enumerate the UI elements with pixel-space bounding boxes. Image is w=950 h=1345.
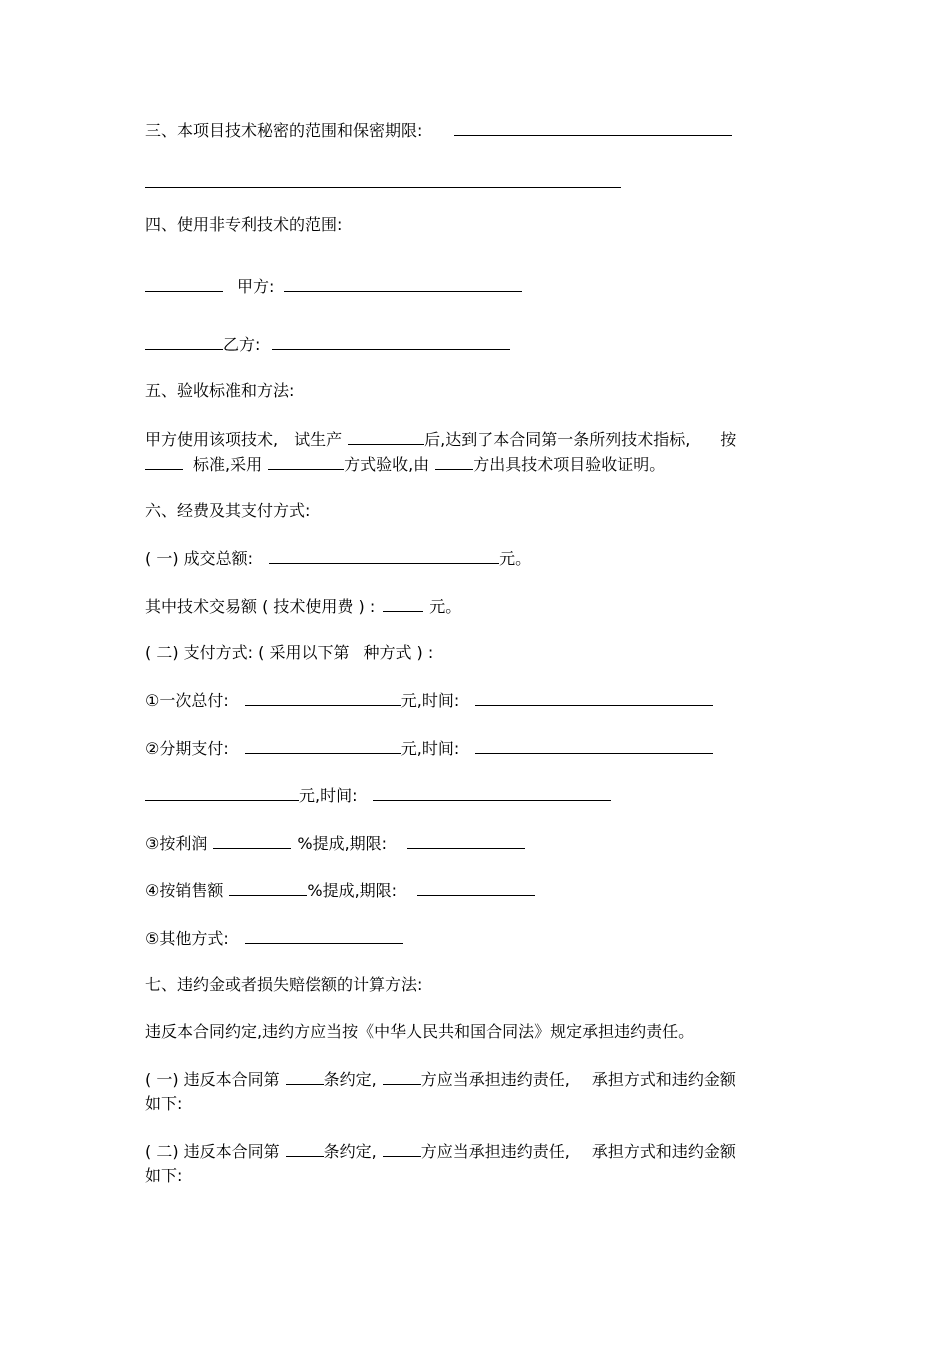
lump-sum-time-blank[interactable] [475, 690, 713, 706]
acceptance-text: 按 [720, 430, 737, 449]
breach-text: 条约定, [323, 1142, 377, 1161]
tech-fee-blank[interactable] [383, 596, 423, 612]
standard-blank[interactable] [145, 454, 183, 470]
acceptance-method-blank[interactable] [268, 454, 344, 470]
breach-1-party-blank[interactable] [383, 1069, 421, 1085]
party-b-label: 乙方: [223, 335, 261, 354]
yuan-unit: 元。 [499, 549, 532, 568]
breach-text: 方应当承担违约责任, [420, 1142, 570, 1161]
installment-amount-blank[interactable] [245, 738, 401, 754]
payment-method-line [145, 643, 433, 663]
breach-2-article-blank[interactable] [286, 1141, 324, 1157]
party-b-blank[interactable] [272, 334, 510, 350]
acceptance-text: 标准,采用 [193, 455, 263, 474]
secret-scope-blank-line2[interactable] [145, 172, 621, 193]
profit-percent-blank[interactable] [213, 833, 291, 849]
option-4-label: ④按销售额 [145, 881, 224, 900]
installment-time-2-blank[interactable] [373, 785, 611, 801]
party-a-blank[interactable] [284, 276, 522, 292]
total-amount-blank[interactable] [269, 548, 499, 564]
other-method-blank[interactable] [245, 928, 403, 944]
option-4-tail: %提成,期限: [307, 881, 398, 900]
option-5-label: ⑤其他方式: [145, 929, 229, 948]
breach-clause-2-line1 [145, 1141, 736, 1162]
breach-intro: 违反本合同约定,违约方应当按《中华人民共和国合同法》规定承担违约责任。 [145, 1022, 695, 1041]
section-5-para-line2 [145, 454, 665, 475]
payment-method-label: ( 二) 支付方式: ( 采用以下第 [145, 643, 350, 662]
secret-scope-blank[interactable] [454, 120, 732, 136]
breach-clause-1-line2: 如下: [145, 1094, 183, 1113]
total-amount-label: ( 一) 成交总额: [145, 549, 254, 568]
profit-period-blank[interactable] [407, 833, 525, 849]
yuan-time-label: 元,时间: [299, 786, 358, 805]
option-5-line [145, 928, 403, 949]
breach-text: ( 二) 违反本合同第 [145, 1142, 280, 1161]
payment-option-blank[interactable] [349, 643, 363, 658]
yuan-time-label: 元,时间: [400, 739, 460, 758]
section-5-title: 五、验收标准和方法: [145, 381, 295, 400]
yuan-unit: 元。 [429, 597, 462, 616]
section-6-title: 六、经费及其支付方式: [145, 501, 311, 520]
sales-percent-blank[interactable] [229, 880, 307, 896]
party-b-line [145, 334, 510, 355]
section-4-title: 四、使用非专利技术的范围: [145, 215, 343, 234]
lump-sum-amount-blank[interactable] [245, 690, 401, 706]
breach-1-article-blank[interactable] [286, 1069, 324, 1085]
total-amount-line [145, 548, 531, 569]
tech-fee-label: 其中技术交易额 ( 技术使用费 ) : [145, 597, 376, 616]
installment-amount-2-blank[interactable] [145, 785, 299, 801]
yuan-time-label: 元,时间: [400, 691, 460, 710]
breach-text: 条约定, [323, 1070, 377, 1089]
breach-text: 承担方式和违约金额 [591, 1142, 736, 1161]
acceptance-text: 试生产 [294, 430, 343, 449]
party-a-line [145, 276, 522, 297]
breach-text: 方应当承担违约责任, [420, 1070, 570, 1089]
payment-method-tail: 种方式 ) : [363, 643, 434, 662]
party-a-label: 甲方: [237, 277, 275, 296]
breach-text: 承担方式和违约金额 [591, 1070, 736, 1089]
certifying-party-blank[interactable] [435, 454, 473, 470]
breach-2-party-blank[interactable] [383, 1141, 421, 1157]
breach-text: ( 一) 违反本合同第 [145, 1070, 280, 1089]
acceptance-text: 甲方使用该项技术, [145, 430, 279, 449]
installment-time-blank[interactable] [475, 738, 713, 754]
acceptance-text: 后,达到了本合同第一条所列技术指标, [424, 430, 691, 449]
section-3-title: 三、本项目技术秘密的范围和保密期限: [145, 121, 423, 140]
trial-production-blank[interactable] [348, 429, 424, 445]
option-2-line2 [145, 785, 611, 806]
breach-clause-1-line1 [145, 1069, 736, 1090]
sales-period-blank[interactable] [417, 880, 535, 896]
acceptance-text: 方式验收,由 [344, 455, 430, 474]
option-1-label: ①一次总付: [145, 691, 229, 710]
section-3-line [145, 120, 732, 141]
option-2-line [145, 738, 713, 759]
option-3-label: ③按利润 [145, 834, 208, 853]
option-3-tail: %提成,期限: [297, 834, 388, 853]
breach-clause-2-line2: 如下: [145, 1166, 183, 1185]
option-4-line [145, 880, 535, 901]
option-1-line [145, 690, 713, 711]
section-7-title: 七、违约金或者损失赔偿额的计算方法: [145, 975, 423, 994]
acceptance-text: 方出具技术项目验收证明。 [473, 455, 666, 474]
option-3-line [145, 833, 525, 854]
option-2-label: ②分期支付: [145, 739, 229, 758]
party-a-prefix-blank[interactable] [145, 276, 223, 292]
section-5-para-line1 [145, 429, 736, 450]
tech-fee-line [145, 596, 461, 617]
party-b-prefix-blank[interactable] [145, 334, 223, 350]
